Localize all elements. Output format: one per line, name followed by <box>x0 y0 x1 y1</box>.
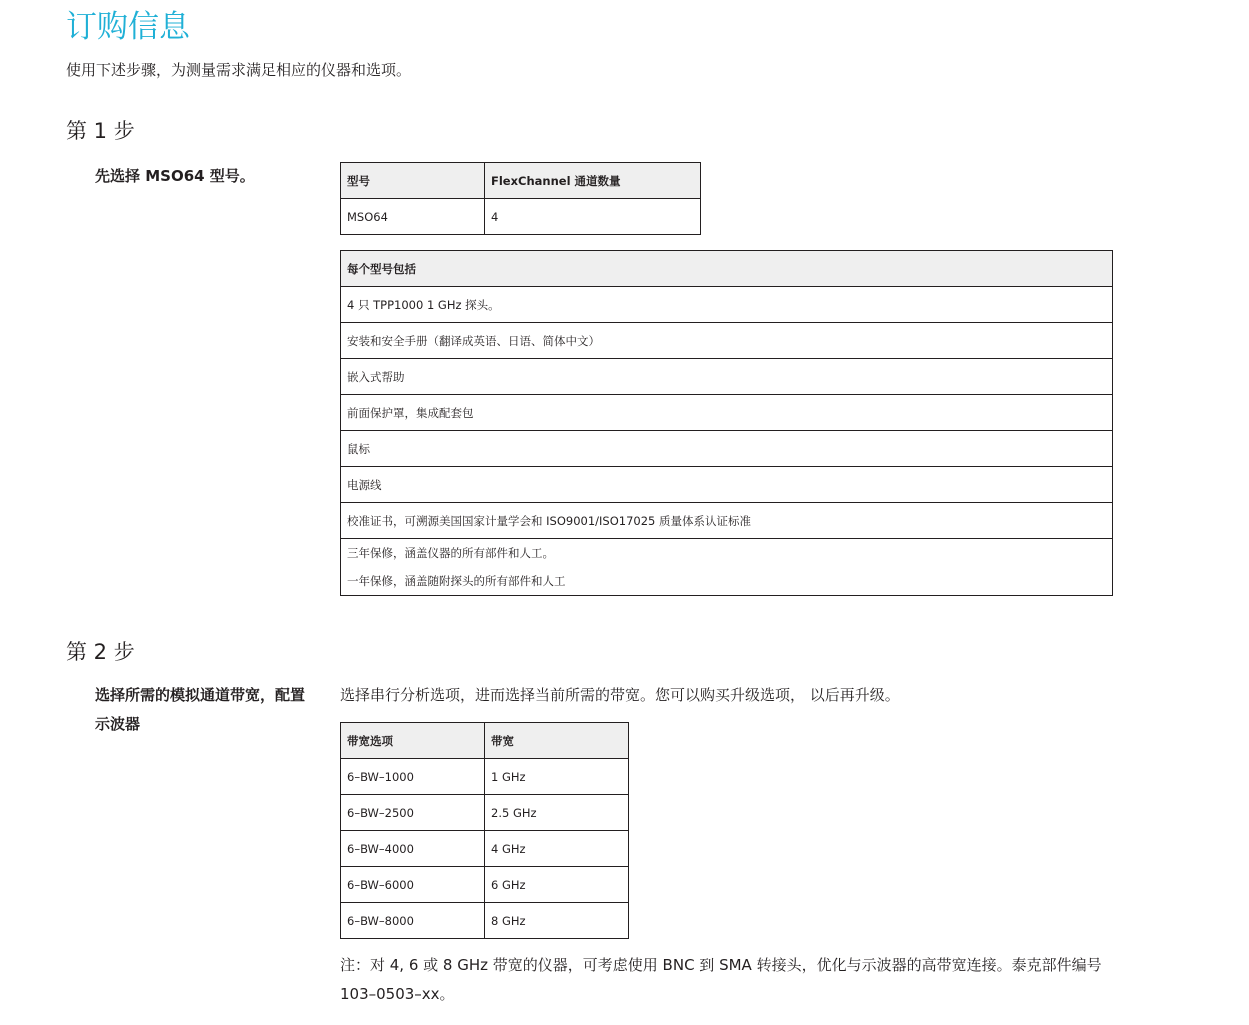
warranty-line-instrument: 三年保修，涵盖仪器的所有部件和人工。 <box>347 546 554 560</box>
include-item: 鼠标 <box>341 431 1113 467</box>
table-cell: MSO64 <box>341 199 485 235</box>
includes-table <box>340 250 1113 596</box>
table-cell: 6–BW–4000 <box>341 831 485 867</box>
bandwidth-note: 注：对 4, 6 或 8 GHz 带宽的仪器，可考虑使用 BNC 到 SMA 转接头，优化与示波器的高带宽连接。泰克部件编号 103–0503–xx。 <box>340 956 1102 1003</box>
bandwidth-table <box>340 722 629 939</box>
table-cell: 6–BW–2500 <box>341 795 485 831</box>
include-item: 前面保护罩，集成配套包 <box>341 395 1113 431</box>
include-item: 4 只 TPP1000 1 GHz 探头。 <box>341 287 1113 323</box>
header-cell-channels: FlexChannel 通道数量 <box>485 163 701 199</box>
table-row <box>341 503 1113 539</box>
include-item: 校准证书，可溯源美国国家计量学会和 ISO9001/ISO17025 质量体系认证标准 <box>341 503 1113 539</box>
table-row <box>341 539 1113 596</box>
warranty-cell <box>341 539 1113 596</box>
table-cell: 6–BW–1000 <box>341 759 485 795</box>
header-cell-bw-option: 带宽选项 <box>341 723 485 759</box>
table-row <box>341 323 1113 359</box>
table-cell: 4 <box>485 199 701 235</box>
table-row <box>341 795 629 831</box>
table-cell: 6–BW–6000 <box>341 867 485 903</box>
header-cell-model: 型号 <box>341 163 485 199</box>
table-row <box>341 903 629 939</box>
table-row <box>341 395 1113 431</box>
warranty-line-probes: 一年保修，涵盖随附探头的所有部件和人工 <box>347 574 566 588</box>
step2-label-line2: 示波器 <box>95 715 141 733</box>
table-cell: 8 GHz <box>485 903 629 939</box>
include-item: 电源线 <box>341 467 1113 503</box>
table-header-row <box>341 163 701 199</box>
table-row <box>341 867 629 903</box>
table-row <box>341 199 701 235</box>
step2-label <box>95 681 335 739</box>
table-row <box>341 359 1113 395</box>
table-cell: 2.5 GHz <box>485 795 629 831</box>
table-cell: 6–BW–8000 <box>341 903 485 939</box>
include-item: 安装和安全手册（翻译成英语、日语、简体中文） <box>341 323 1113 359</box>
table-header-row <box>341 723 629 759</box>
include-item: 嵌入式帮助 <box>341 359 1113 395</box>
header-cell-bandwidth: 带宽 <box>485 723 629 759</box>
table-cell: 1 GHz <box>485 759 629 795</box>
step2-description: 选择串行分析选项，进而选择当前所需的带宽。您可以购买升级选项， 以后再升级。 <box>340 686 900 704</box>
table-header-row <box>341 251 1113 287</box>
table-row <box>341 467 1113 503</box>
step2-heading: 第 2 步 <box>66 640 135 664</box>
page-title: 订购信息 <box>66 9 190 45</box>
table-row <box>341 831 629 867</box>
includes-header: 每个型号包括 <box>341 251 1113 287</box>
intro-text: 使用下述步骤，为测量需求满足相应的仪器和选项。 <box>66 61 412 79</box>
model-table <box>340 162 701 235</box>
table-row <box>341 759 629 795</box>
table-row <box>341 287 1113 323</box>
step2-label-line1: 选择所需的模拟通道带宽，配置 <box>95 686 306 704</box>
table-row <box>341 431 1113 467</box>
table-cell: 4 GHz <box>485 831 629 867</box>
step1-label: 先选择 MSO64 型号。 <box>95 167 255 185</box>
step1-heading: 第 1 步 <box>66 119 135 143</box>
table-cell: 6 GHz <box>485 867 629 903</box>
